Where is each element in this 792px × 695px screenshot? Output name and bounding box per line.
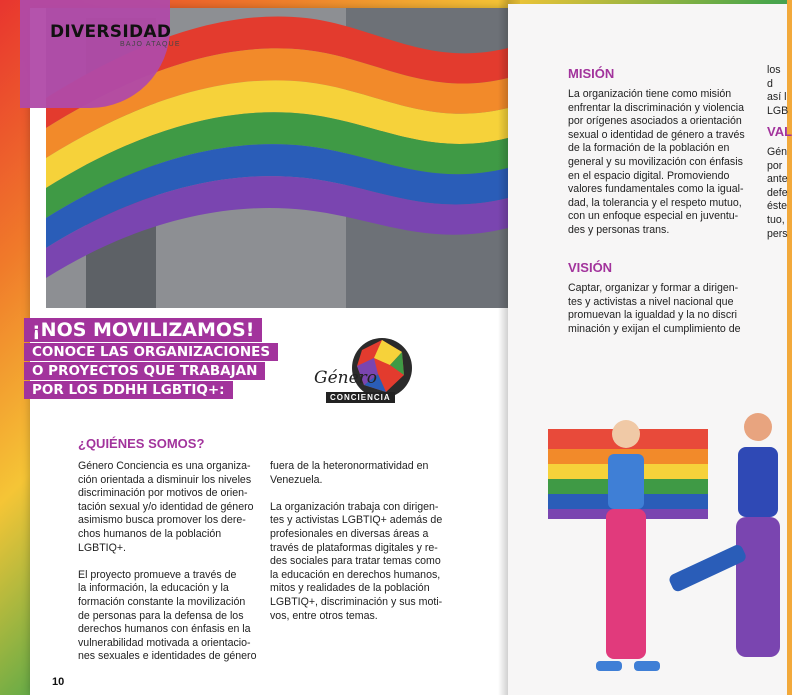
brand-title: DIVERSIDAD [50, 22, 172, 42]
headline-line-1: CONOCE LAS ORGANIZACIONES [24, 343, 278, 361]
mision-text: La organización tiene como misión enfrentar la discriminación y violencia por orígenes asociados a orientación sexual o identidad de género a través de la formación de la población en general y su movilización con énfasis en el espacio digital. Promoviendo valores fundamentales como la igual- dad, la tolerancia y el respeto mutuo, con un enfoque especial en juventu- des y personas trans. [568, 88, 745, 236]
headline-title: ¡NOS MOVILIZAMOS! [24, 318, 262, 342]
logo-sub: CONCIENCIA [326, 392, 395, 403]
brand-subtitle: BAJO ATAQUE [120, 41, 181, 48]
headline-line-3: POR LOS DDHH LGBTIQ+: [24, 381, 233, 399]
right-edge-top-text: los d así l LGB [767, 64, 789, 117]
headline-banner [24, 318, 314, 399]
quienes-col2: fuera de la heteronormatividad en Venezuela. La organización trabaja con dirigen- tes y activistas LGBTIQ+ además de profesionales en diversas áreas a través de plataformas digitales y re- des sociales para tratar temas como la educación en derechos humanos, mitos y realidades de la población LGBTIQ+, discriminación y sus moti- vos, entre otros temas. [270, 460, 443, 622]
logo-name: Género [314, 368, 378, 388]
quienes-heading: ¿QUIÉNES SOMOS? [78, 436, 205, 451]
vision-heading: VISIÓN [568, 260, 613, 275]
people-illustration [508, 399, 787, 695]
right-edge-body-text: Gén por ante defe éste tuo, pers [767, 146, 788, 240]
right-edge-heading: VAL [767, 124, 792, 139]
headline-line-2: O PROYECTOS QUE TRABAJAN [24, 362, 265, 380]
vision-text: Captar, organizar y formar a dirigen- tes y activistas a nivel nacional que promuevan la igualdad y la no discri minación y exijan el cumplimiento de [568, 282, 741, 335]
mision-heading: MISIÓN [568, 66, 615, 81]
page-number: 10 [52, 676, 65, 688]
quienes-col1: Género Conciencia es una organiza- ción orientada a disminuir los niveles discriminación por motivos de orien- tación sexual y/o identidad de género asimismo busca promover los dere- chos humanos de la población LGBTIQ+. El proyecto promueve a través de la información, la educación y la formación constante la movilización de personas para la defensa de los derechos humanos con énfasis en la vulnerabilidad motivada a orientacio- nes sexuales e identidades de género [78, 460, 257, 663]
